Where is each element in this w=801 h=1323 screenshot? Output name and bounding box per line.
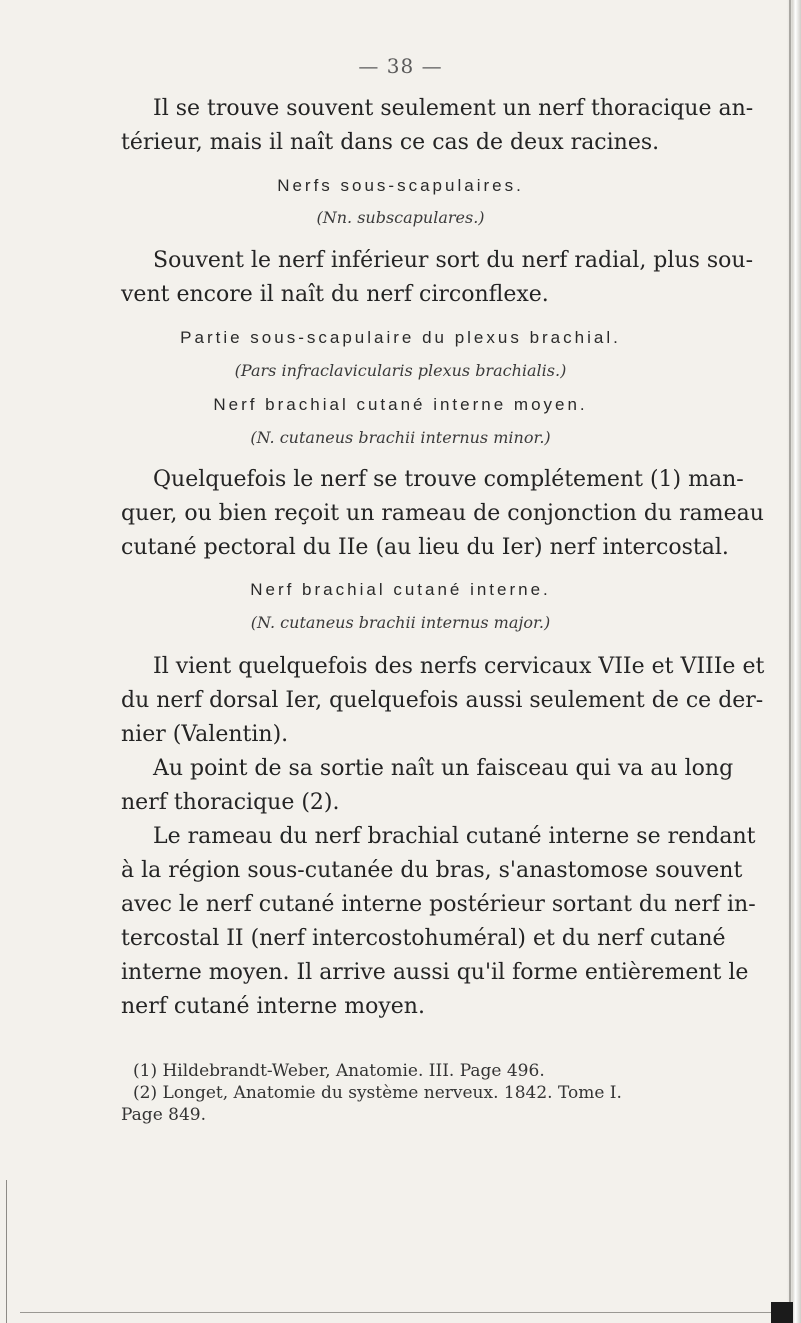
text-line: avec le nerf cutané interne postérieur sortant du nerf in- — [121, 892, 756, 917]
latin-name-pars: (Pars infraclavicularis plexus brachialis.) — [234, 361, 567, 380]
binding-line — [789, 0, 791, 1323]
margin-line — [6, 1180, 7, 1323]
text-line: térieur, mais il naît dans ce cas de deux racines. — [121, 130, 660, 155]
section-heading-minor: Nerf brachial cutané interne moyen. — [213, 395, 588, 414]
footnote: Page 849. — [121, 1105, 207, 1125]
text-line: cutané pectoral du IIe (au lieu du Ier) nerf intercostal. — [121, 535, 729, 560]
text-line: quer, ou bien reçoit un rameau de conjonction du rameau — [121, 501, 764, 526]
minor-paragraph — [121, 463, 764, 565]
footnote: (1) Hildebrandt-Weber, Anatomie. III. Page 496. — [133, 1061, 545, 1081]
text-line: nerf cutané interne moyen. — [121, 994, 425, 1019]
intro-paragraph — [121, 92, 761, 160]
section-heading-subscapular: Nerfs sous-scapulaires. — [277, 176, 524, 195]
text-line: Le rameau du nerf brachial cutané interne se rendant — [153, 824, 756, 849]
footnotes — [121, 1060, 761, 1126]
text-line: tercostal II (nerf intercostohuméral) et du nerf cutané — [121, 926, 726, 951]
text-line: Quelquefois le nerf se trouve complétement (1) man- — [153, 467, 744, 492]
section-heading-major: Nerf brachial cutané interne. — [250, 580, 551, 599]
text-line: interne moyen. Il arrive aussi qu'il forme entièrement le — [121, 960, 749, 985]
text-line: Il vient quelquefois des nerfs cervicaux VIIe et VIIIe et — [153, 654, 765, 679]
footnote: (2) Longet, Anatomie du système nerveux. 1842. Tome I. — [133, 1083, 622, 1103]
text-line: Au point de sa sortie naît un faisceau qui va au long — [153, 756, 734, 781]
text-line: nier (Valentin). — [121, 722, 289, 747]
latin-name-major: (N. cutaneus brachii internus major.) — [250, 613, 551, 632]
subscapular-paragraph — [121, 244, 761, 312]
latin-name-minor: (N. cutaneus brachii internus minor.) — [250, 428, 551, 447]
bottom-rule — [20, 1312, 771, 1313]
text-line: Souvent le nerf inférieur sort du nerf radial, plus sou- — [153, 248, 754, 273]
corner-mark — [771, 1302, 793, 1323]
page-number: — 38 — — [358, 54, 443, 78]
section-heading-pars: Partie sous-scapulaire du plexus brachial. — [180, 328, 621, 347]
text-line: à la région sous-cutanée du bras, s'anastomose souvent — [121, 858, 743, 883]
text-line: Il se trouve souvent seulement un nerf thoracique an- — [153, 96, 754, 121]
major-paragraph-1 — [121, 650, 765, 1024]
text-line: nerf thoracique (2). — [121, 790, 340, 815]
text-line: du nerf dorsal Ier, quelquefois aussi seulement de ce der- — [121, 688, 764, 713]
latin-name-subscapular: (Nn. subscapulares.) — [316, 208, 485, 227]
text-line: vent encore il naît du nerf circonflexe. — [121, 282, 549, 307]
